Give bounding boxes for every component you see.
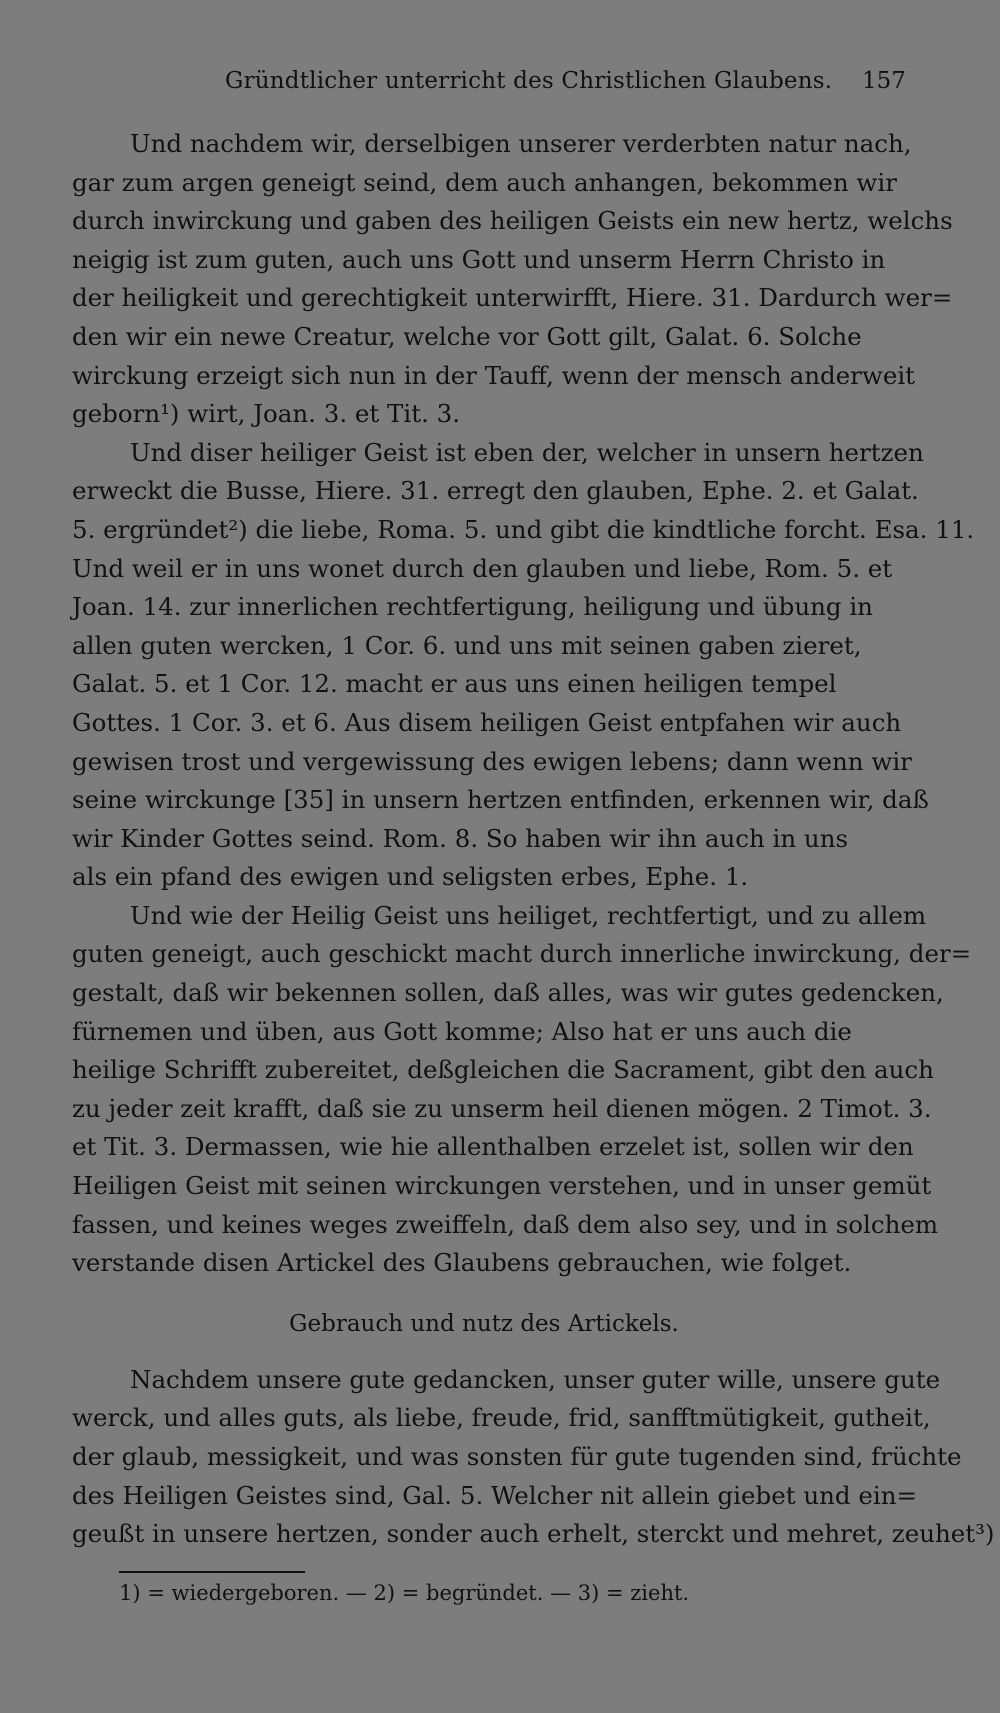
running-title: Gründtlicher unterricht des Christlichen Glaubens. (225, 68, 833, 94)
page-number: 157 (862, 68, 906, 94)
text-line: fürnemen und üben, aus Gott komme; Also hat er uns auch die (72, 1016, 852, 1046)
text-line: Und weil er in uns wonet durch den glauben und liebe, Rom. 5. et (72, 553, 893, 583)
text-line: Heiligen Geist mit seinen wirckungen verstehen, und in unser gemüt (72, 1171, 932, 1201)
text-line: heilige Schrifft zubereitet, deßgleichen die Sacrament, gibt den auch (72, 1055, 934, 1085)
text-line: Galat. 5. et 1 Cor. 12. macht er aus uns einen heiligen tempel (72, 669, 837, 699)
text-line: fassen, und keines weges zweiffeln, daß dem also sey, und in solchem (72, 1209, 939, 1239)
text-line: Nachdem unsere gute gedancken, unser guter wille, unsere gute (130, 1364, 941, 1394)
main-text (72, 125, 995, 1554)
text-line: neigig ist zum guten, auch uns Gott und unserm Herrn Christo in (72, 244, 886, 274)
text-line: verstande disen Artickel des Glaubens gebrauchen, wie folget. (72, 1248, 852, 1278)
text-line: gestalt, daß wir bekennen sollen, daß alles, was wir gutes gedencken, (72, 978, 944, 1008)
text-line: et Tit. 3. Dermassen, wie hie allenthalben erzelet ist, sollen wir den (72, 1132, 914, 1162)
section-heading: Gebrauch und nutz des Artickels. (289, 1310, 679, 1337)
text-line: wir Kinder Gottes seind. Rom. 8. So haben wir ihn auch in uns (72, 823, 849, 853)
text-line: wirckung erzeigt sich nun in der Tauff, wenn der mensch anderweit (72, 360, 916, 390)
text-line: geußt in unsere hertzen, sonder auch erhelt, sterckt und mehret, zeuhet³) (72, 1519, 995, 1549)
paragraph-3 (72, 897, 972, 1283)
text-line: der glaub, messigkeit, und was sonsten für gute tugenden sind, früchte (72, 1442, 962, 1471)
text-line: Und wie der Heilig Geist uns heiliget, rechtfertigt, und zu allem (130, 900, 927, 930)
text-line: Und nachdem wir, derselbigen unserer verderbten natur nach, (130, 129, 912, 158)
text-line: seine wirckunge [35] in unsern hertzen entfinden, erkennen wir, daß (72, 785, 929, 815)
text-line: geborn¹) wirt, Joan. 3. et Tit. 3. (72, 399, 461, 429)
paragraph-4 (72, 1361, 995, 1554)
running-header (0, 62, 1000, 102)
text-line: erweckt die Busse, Hiere. 31. erregt den glauben, Ephe. 2. et Galat. (72, 476, 919, 506)
text-line: Gottes. 1 Cor. 3. et 6. Aus disem heiligen Geist entpfahen wir auch (72, 707, 902, 737)
text-line: der heiligkeit und gerechtigkeit unterwirfft, Hiere. 31. Dardurch wer= (72, 283, 953, 313)
text-line: gewisen trost und vergewissung des ewigen lebens; dann wenn wir (72, 746, 912, 776)
text-line: Joan. 14. zur innerlichen rechtfertigung, heiligung und übung in (72, 592, 873, 622)
footnotes: 1) = wiedergeboren. — 2) = begründet. — 3) = zieht. (119, 1581, 690, 1605)
text-line: den wir ein newe Creatur, welche vor Gott gilt, Galat. 6. Solche (72, 321, 862, 351)
text-line: 5. ergründet²) die liebe, Roma. 5. und gibt die kindtliche forcht. Esa. 11. (72, 514, 975, 544)
text-line: allen guten wercken, 1 Cor. 6. und uns mit seinen gaben zieret, (72, 630, 862, 660)
paragraph-1 (72, 125, 953, 434)
text-line: werck, und alles guts, als liebe, freude, frid, sanfftmütigkeit, gutheit, (72, 1403, 931, 1433)
text-line: guten geneigt, auch geschickt macht durch innerliche inwirckung, der= (72, 939, 972, 969)
text-line: durch inwirckung und gaben des heiligen Geists ein new hertz, welchs (72, 206, 953, 236)
paragraph-2 (72, 434, 975, 897)
text-line: als ein pfand des ewigen und seligsten erbes, Ephe. 1. (72, 862, 749, 892)
footnote-divider (119, 1571, 305, 1573)
text-line: zu jeder zeit krafft, daß sie zu unserm heil dienen mögen. 2 Timot. 3. (72, 1093, 932, 1123)
text-line: Und diser heiliger Geist ist eben der, welcher in unsern hertzen (130, 437, 924, 467)
text-line: des Heiligen Geistes sind, Gal. 5. Welcher nit allein giebet und ein= (72, 1480, 917, 1510)
text-line: gar zum argen geneigt seind, dem auch anhangen, bekommen wir (72, 167, 897, 197)
